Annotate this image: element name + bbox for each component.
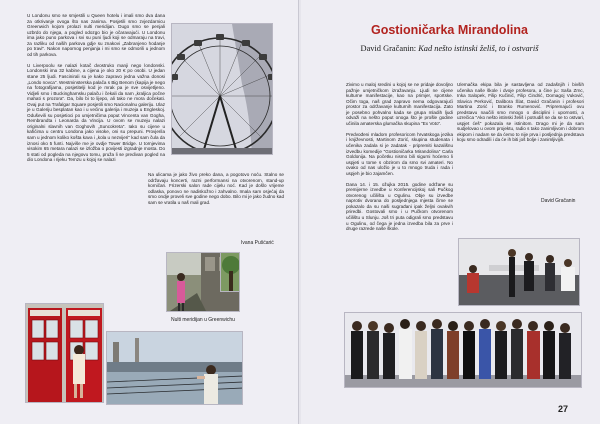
- left-column-2: [148, 172, 284, 211]
- right-signature: David Gračanin: [541, 198, 576, 204]
- right-col1-paragraph: Zivimo u maloj sredini u kojoj se ne pridaje dovoljno pažnje umjetničkom izražavanju. Ljudi ne cijene kulturne manifestacije, kao na primjer, sportske. Očim toga, naš grad zapravo nema odgovarajući prostor za održavanje kulturnih manifestacija. Zato je posebno pohvalno kada se grupa mladih ljudi odvaži na nešto poput onoga što je prošle godine učinila amaterska glumačka skupina "Ex Voto".: [346, 82, 453, 126]
- article-subtitle: [307, 44, 592, 53]
- greenwich-tree-photo: [220, 252, 240, 292]
- bridge-photo: [106, 331, 243, 405]
- left-column-1: [27, 13, 165, 168]
- right-column-1: [346, 82, 453, 237]
- greenwich-photo-caption: Nulti meridijan u Greenwichu: [171, 317, 235, 323]
- ferris-wheel-photo: [171, 23, 273, 155]
- ferris-wheel-icon: [172, 24, 273, 155]
- right-col2-paragraph: Ulemačka ekipa bila je sastavljena od zadašnjih i bivših učenika naše škole i dvoje profesora, a čine ju: Saša Zrnc, Inka Salopek, Filip Kučinić, Filip Ćindrić, Domagoj Vuković, Slavica Perković, Dalibora Šlat, David Gračanin i profesori Martina Zorić i Branko Rumenović. Pripremajući ovu predstavu naučili smo mnogo o disciplini i upornosti, a uzrečica "Ako nešto istinski želiš i potrudiš se da se to ostvari, uspjet ćeš" pokazala se istinitom. Drago mi je da sam sudjelovao u ovom projektu, radio s tako zanimljivom i dobrom ekipom i nadam se da ćemo to nije prva i posljednja predstava koju smo odradili i da će ih biti još bolje i zanimljivijih.: [457, 82, 584, 143]
- left-signature: Ivana Pušćarić: [241, 240, 274, 246]
- right-col1-paragraph: Predvođeni mladom profesoricom hrvatskoga jezika i književnosti, Martinom Zorić, skupina studenata i učenika zadala si je zadatak - pripremiti kazališnu izvedbu komedije "Gostioničarka Mirandolina" Carla Goldonija. Na početku nismo bili sigurni hoćemo li uspjeti u tome s obzirom da smo svi amateri. No ovako od nas uložio je u to mnogo truda i rada i uspjeh je bio zajamčen.: [346, 131, 453, 176]
- cast-photo: [344, 312, 582, 388]
- page-number: 27: [558, 404, 569, 414]
- subtitle-quote: Kad nešto istinski želiš, to i ostvariš: [418, 44, 539, 53]
- left-col2-paragraph: Na ulicama je jako živo preko dana, a pogotovo noću. Stalno se održavaju koncerti, razni performansi na otvorenom, stand-up komičari. Frizerski salon rade cijelu noć. Kad je došlo vrijeme odlaska, ponovo ne nadiskožno i zahvalno. Imala sam osjećaj da smo ondje proveli sve godine nego dobo. Bilo mi je jako žudno kad sam se vratila u naš mali grad.: [148, 172, 284, 205]
- right-col1-paragraph: Dana 14. i 15. ožujka 2015. godine održane su premijerne izvedbe u Konferencijskoj sali Pučkog otvorenog učilišta u Ogulinu. Obje su izvedbe naprotiv dvorana do posljednjega mjesta čime se pokazalo da su naši sugrađani ipak željni ovakvih priredbi. Gostovali smo i u Pučkom otvorenom učilištu u Slunju. Još tri puta odigrali smo predstavu u Ogulinu, od čega je jedna izvedba bila za prve i druge razrede naše škole.: [346, 181, 453, 232]
- right-column-2: [457, 82, 584, 149]
- phone-booth-photo: [25, 303, 104, 403]
- left-col1-paragraph: U Liverpoolu se nalazi kotač dvostruko manji nego londonski. Londonski ima 32 kabine, a cijena je oko 20 € po osobi. U jedan stane 25 ljudi. Fascinirali su je kako zapravo jedna važna donosi „Londo novca". Westminsterska palača s Big Benom (kapija je nego na fotografijama, posjetitelji kod je mrak pa je sve osvijetljeno. Vidjeli smo i Buckinghamsku palaču i čekali da nam „kraljica počne mahati s prozora". Da, bilo bi to lijepo, ali tako ne mora dočekati. Ovaj put na Trafalgar Square posjetili smo Nacionalnu galeriju. Ulaz je u Galeriju besplatan kao i u većinu galerija i muzeja u Engleskoj. Oduševili su posjetioci po umjetničima poput Vincenta van Gogha, Rembrandta i Leonarda da Vincija. U ovom se muzeju nalazi originalni slavnih van Goghovih „Suncokreta". Iako su cijene u kafićima u centru Londona jako visoke, oni su prepuni. Provjerila sam u jednom koliko košta kava i „kola u nezvijeri" kad sam čula da iznosi oko 5 funti. Najviše me je ovdje Tower Bridge. U tornjevima visokim 65 metara nalazi se izložba o povijesti izgradnje mosta. Do 5 stati od pogleda na njegovu tomu, pruža li se predivan pogled na dio Londona i rijeku Temzu u kojoj se nalazi: [27, 62, 165, 163]
- left-col1-paragraph: U Londonu smo se smjestili u Queen hotelu i imali smo dva dana za otkrivanje ovoga što nas zanima. Posjetili smo zvjezdarnicu Greenwich kojom prolazi nulti meridijan. Dugo smo se penjali uzbrdo do njega, a pogled odozgo bio je očaravajući. U Londonu ima jako puno parkova i svi su puni ljudi koji se odmaraju na travi, za razliku od naših parkova gdje su znakovi „Zabranjeno hodanje po travi". Nakon napornog penjanja i mi smo se odmorili u jednom od tih parkova.: [27, 13, 165, 57]
- article-title: Gostioničarka Mirandolina: [371, 23, 528, 37]
- stage-scene-photo: [458, 238, 580, 306]
- subtitle-author: David Gračanin:: [360, 44, 417, 53]
